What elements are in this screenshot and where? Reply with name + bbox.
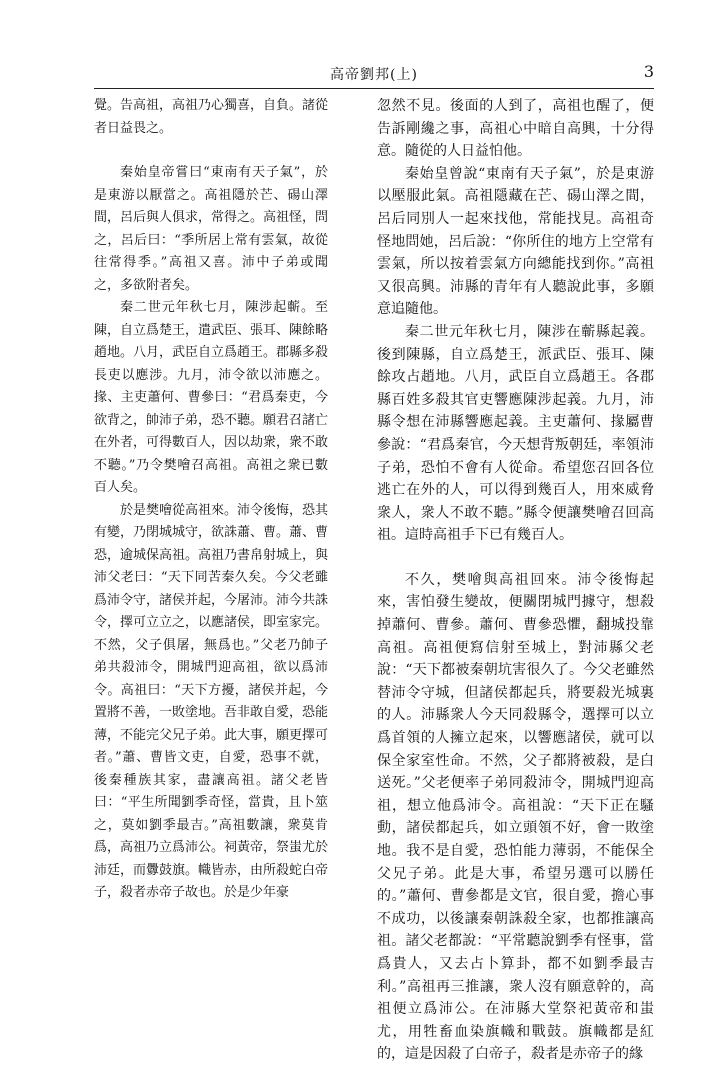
chapter-title: 高帝劉邦(上) (330, 67, 418, 83)
translation-paragraph: 忽然不見。後面的人到了，高祖也醒了，便告訴剛纔之事，高祖心中暗自高興，十分得意。隨從的人日益怕他。 (377, 98, 654, 160)
classical-paragraph: 秦始皇帝嘗曰“東南有天子氣”，於是東游以厭當之。高祖隱於芒、碭山澤間，呂后與人俱求，常得之。高祖怪，問之，呂后曰：“季所居上常有雲氣，故從往常得季。”高祖又喜。沛中子弟或聞之，多欲附者矣。 (94, 165, 329, 293)
page-number: 3 (643, 62, 654, 81)
translation-text-column (377, 95, 654, 1066)
translation-paragraph: 秦二世元年秋七月，陳涉在蘄縣起義。後到陳縣，自立爲楚王，派武臣、張耳、陳餘攻占趙地。八月，武臣自立爲趙王。各郡縣百姓多殺其官吏響應陳涉起義。九月，沛縣令想在沛縣響應起義。主吏蕭何、掾屬曹參說：“君爲秦官，今天想背叛朝廷，率領沛子弟，恐怕不會有人從命。希望您召回各位逃亡在外的人，可以得到幾百人，用來威脅衆人，衆人不敢不聽。”縣令便讓樊噲召回高祖。這時高祖手下已有幾百人。 (377, 323, 654, 544)
running-header (94, 62, 654, 86)
classical-paragraph: 秦二世元年秋七月，陳涉起蘄。至陳，自立爲楚王，遣武臣、張耳、陳餘略趙地。八月，武臣自立爲趙王。郡縣多殺長吏以應涉。九月，沛令欲以沛應之。掾、主吏蕭何、曹參曰：“君爲秦吏，今欲背之，帥沛子弟，恐不聽。願君召諸亡在外者，可得數百人，因以劫衆，衆不敢不聽。”乃令樊噲召高祖。高祖之衆已數百人矣。 (94, 300, 329, 495)
classical-paragraph: 於是樊噲從高祖來。沛令後悔，恐其有變，乃閉城城守，欲誅蕭、曹。蕭、曹恐，逾城保高祖。高祖乃書帛射城上，與沛父老曰：“天下同苦秦久矣。今父老雖爲沛令守，諸侯并起，今屠沛。沛今共誅令，擇可立立之，以應諸侯，即室家完。不然，父子俱屠，無爲也。”父老乃帥子弟共殺沛令，開城門迎高祖，欲以爲沛令。高祖曰：“天下方擾，諸侯并起，今置將不善，一敗塗地。吾非敢自愛，恐能薄，不能完父兄子弟。此大事，願更擇可者。”蕭、曹皆文吏，自愛，恐事不就，後秦種族其家，盡讓高祖。諸父老皆曰：“平生所聞劉季奇怪，當貴，且卜筮之，莫如劉季最吉。”高祖數讓，衆莫肯爲，高祖乃立爲沛公。祠黃帝，祭蚩尤於沛廷，而釁鼓旗。幟皆赤，由所殺蛇白帝子，殺者赤帝子故也。於是少年豪 (94, 502, 329, 900)
header-rule (94, 88, 654, 89)
classical-text-column (94, 95, 328, 905)
classical-paragraph: 覺。告高祖，高祖乃心獨喜，自負。諸從者日益畏之。 (94, 98, 329, 136)
paragraph-gap (377, 547, 654, 569)
paragraph-gap (94, 140, 328, 162)
translation-paragraph: 秦始皇曾說“東南有天子氣”，於是東游以壓服此氣。高祖隱藏在芒、碭山澤之間，呂后同別人一起來找他，常能找見。高祖奇怪地問她，呂后說：“你所住的地方上空常有雲氣，所以按着雲氣方向總能找到你。”高祖又很高興。沛縣的青年有人聽說此事，多願意追隨他。 (377, 165, 654, 318)
translation-paragraph: 不久，樊噲與高祖回來。沛令後悔起來，害怕發生變故，便關閉城門據守，想殺掉蕭何、曹參。蕭何、曹參恐懼，翻城投靠高祖。高祖便寫信射至城上，對沛縣父老說：“天下都被秦朝坑害很久了。今父老雖然替沛令守城，但諸侯都起兵，將要殺光城裏的人。沛縣衆人今天同殺縣令，選擇可以立爲首領的人擁立起來，以響應諸侯，就可以保全家室性命。不然，父子都將被殺，是白送死。”父老便率子弟同殺沛令，開城門迎高祖，想立他爲沛令。高祖說：“天下正在騷動，諸侯都起兵，如立頭領不好，會一敗塗地。我不是自愛，恐怕能力薄弱，不能保全父兄子弟。此是大事，希望另選可以勝任的。”蕭何、曹參都是文官，很自愛，擔心事不成功，以後讓秦朝誅殺全家，也都推讓高祖。諸父老都說：“平常聽說劉季有怪事，當爲貴人，又去占卜算卦，都不如劉季最吉利。”高祖再三推讓，衆人沒有願意幹的，高祖便立爲沛公。在沛縣大堂祭祀黃帝和蚩尤，用牲畜血染旗幟和戰鼓。旗幟都是紅的，這是因殺了白帝子，殺者是赤帝子的緣 (377, 571, 654, 1063)
